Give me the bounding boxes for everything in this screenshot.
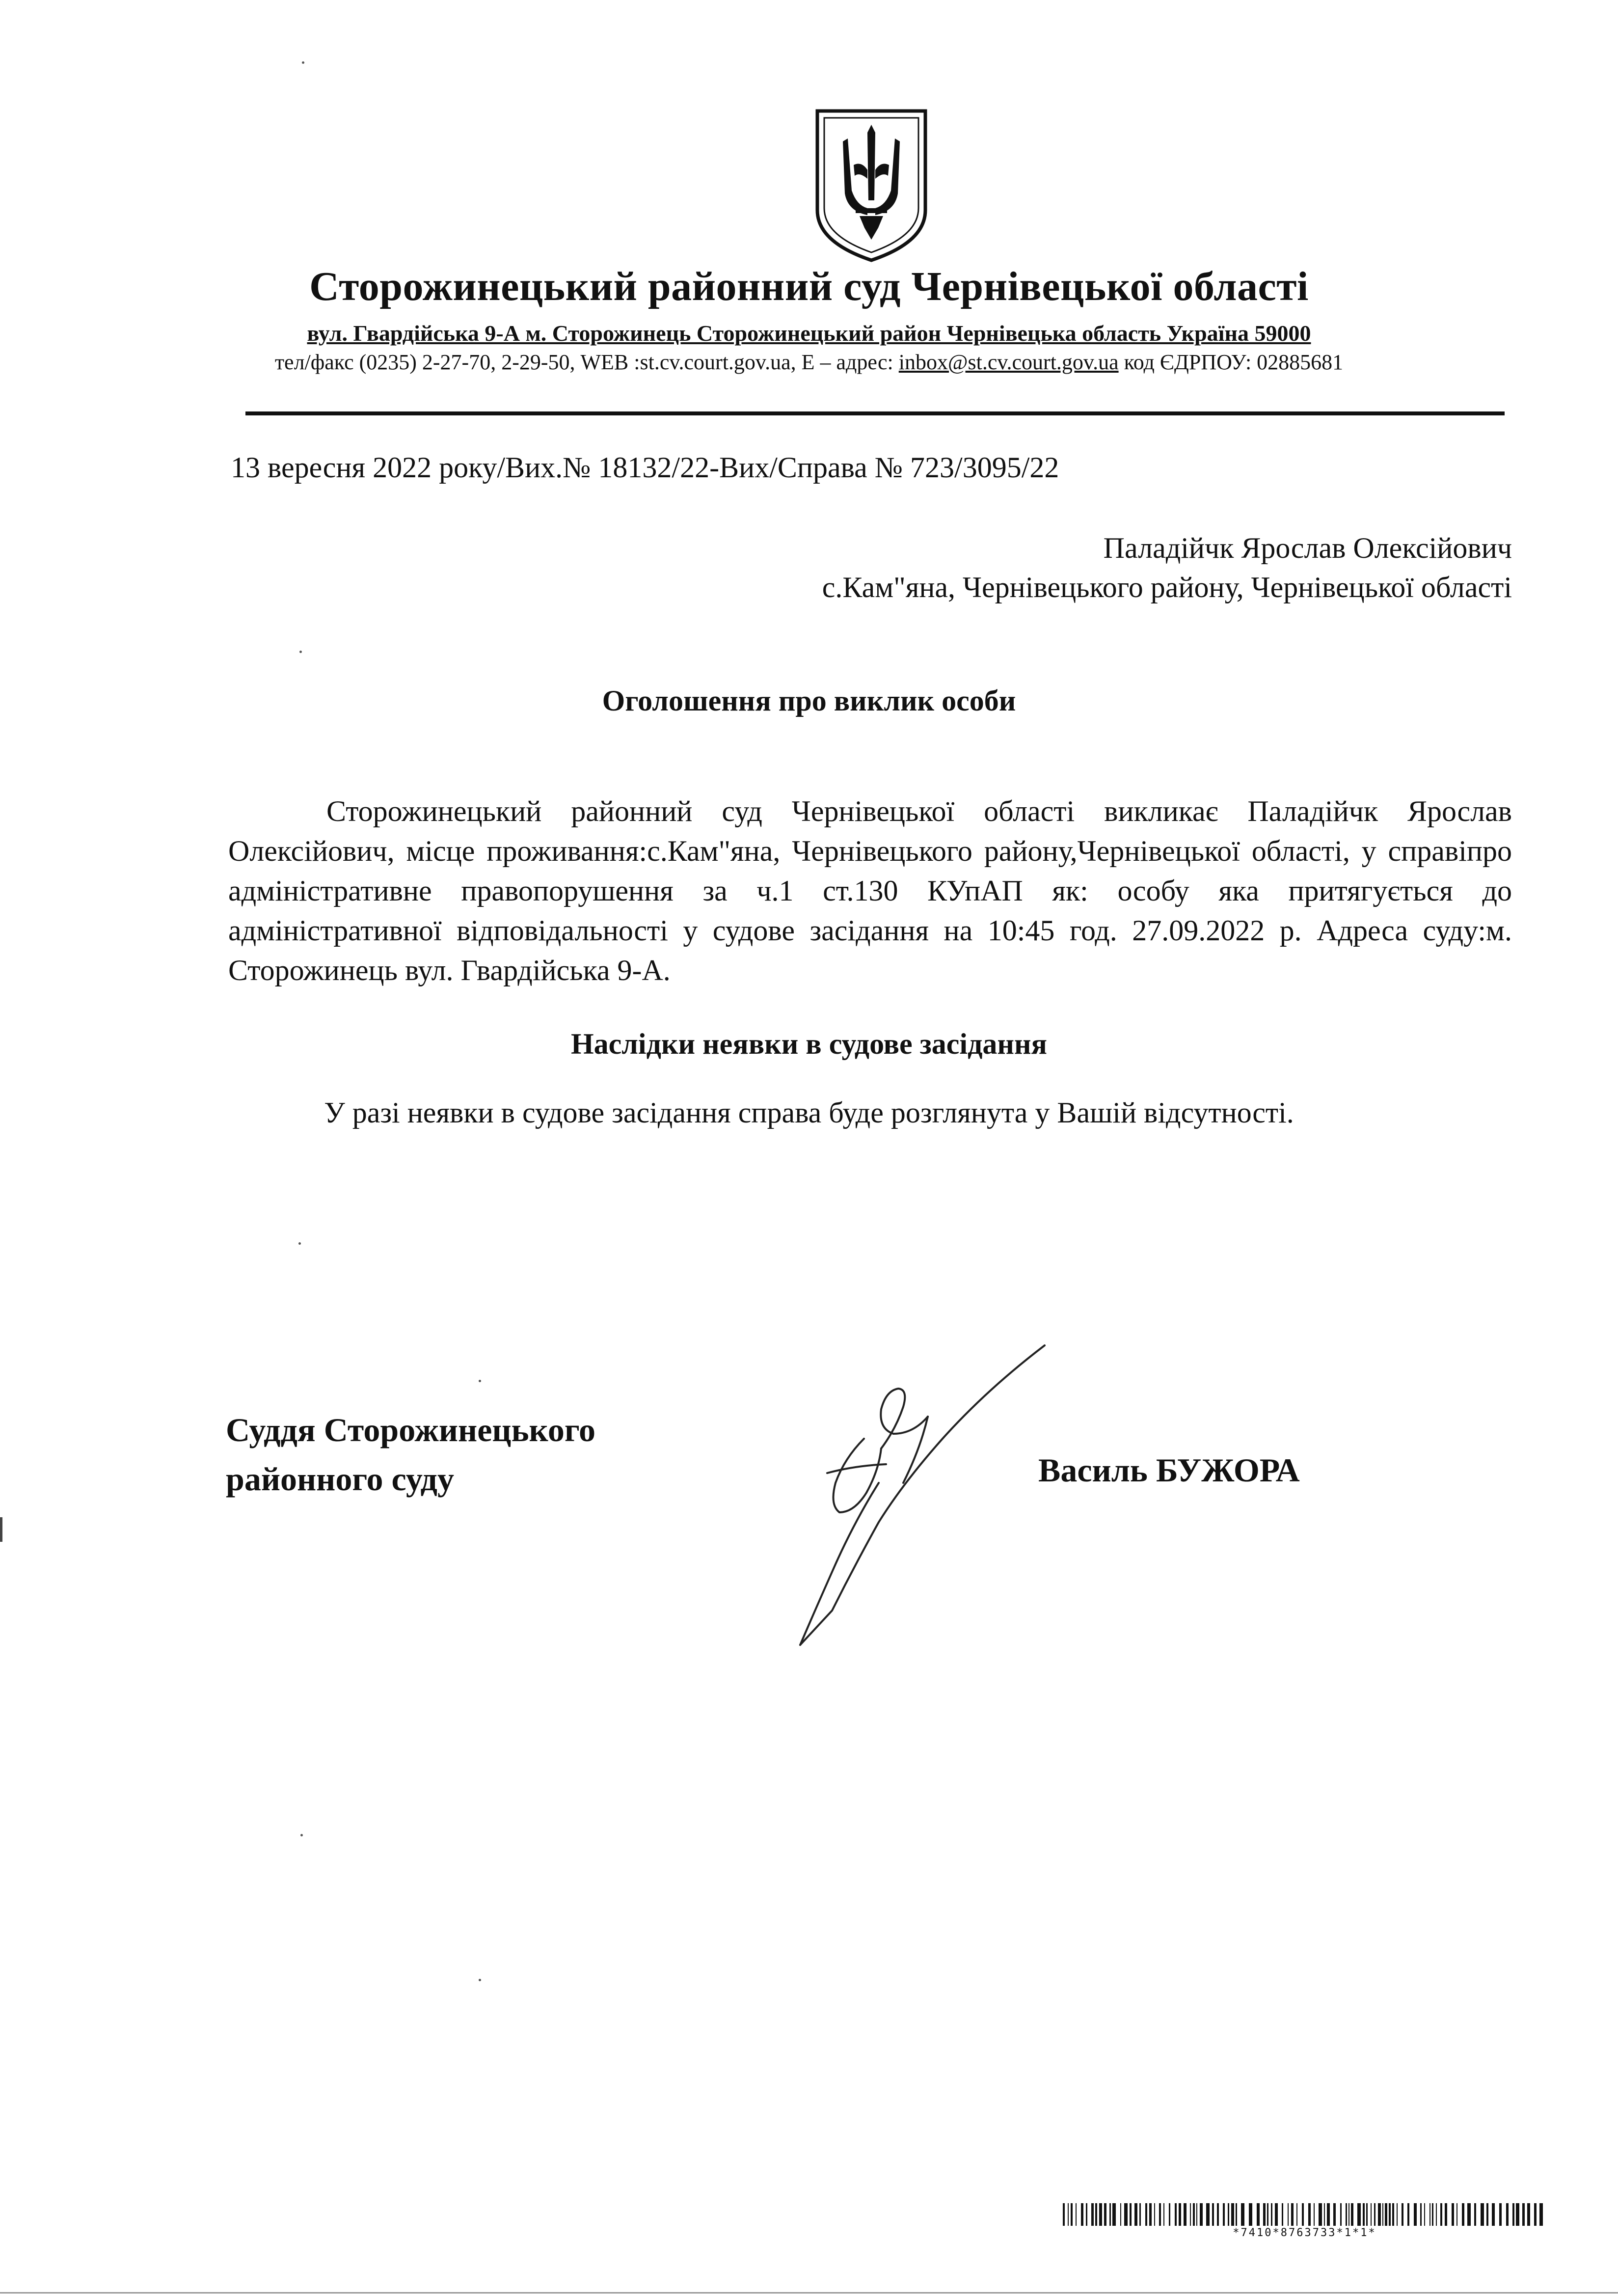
- header-divider: [245, 411, 1505, 415]
- barcode-bar: [1327, 2203, 1330, 2226]
- barcode-bar: [1333, 2203, 1336, 2226]
- contacts-suffix: код ЄДРПОУ: 02885681: [1118, 350, 1344, 374]
- barcode-bar: [1212, 2203, 1214, 2226]
- barcode-bar: [1512, 2203, 1514, 2226]
- judge-position: [226, 1405, 595, 1503]
- barcode-bar: [1481, 2203, 1484, 2226]
- barcode-bar: [1397, 2203, 1398, 2226]
- barcode-bar: [1474, 2203, 1476, 2226]
- barcode-bar: [1366, 2203, 1368, 2226]
- barcode-bar: [1190, 2203, 1191, 2226]
- scan-speck: [302, 61, 304, 64]
- barcode-bar: [1499, 2203, 1502, 2226]
- barcode-bar: [1081, 2203, 1083, 2226]
- scan-speck: [479, 1380, 481, 1382]
- barcode-bar: [1120, 2203, 1121, 2226]
- barcode-bar: [1527, 2203, 1530, 2226]
- barcode-bar: [1193, 2203, 1195, 2226]
- barcode-bar: [1071, 2203, 1073, 2226]
- barcode-bar: [1282, 2203, 1283, 2226]
- barcode-bar: [1109, 2203, 1111, 2226]
- barcode-bar: [1104, 2203, 1106, 2226]
- barcode-bar: [1134, 2203, 1137, 2226]
- barcode-bar: [1271, 2203, 1272, 2226]
- barcode-bar: [1267, 2203, 1268, 2226]
- barcode-bar: [1263, 2203, 1266, 2226]
- scan-speck: [298, 1242, 301, 1245]
- consequences-text: У разі неявки в судове засідання справа буде розглянута у Вашій відсутності.: [324, 1096, 1294, 1129]
- barcode-bar: [1163, 2203, 1164, 2226]
- recipient-address: с.Кам"яна, Чернівецького району, Чернівецької області: [822, 571, 1512, 603]
- court-address: вул. Гвардійська 9-А м. Сторожинець Сторожинецький район Чернівецька область Україна 59000: [307, 321, 1311, 346]
- barcode-bar: [1319, 2203, 1322, 2226]
- barcode-bar: [1228, 2203, 1229, 2226]
- judge-name: Василь БУЖОРА: [1038, 1451, 1300, 1489]
- barcode-bar: [1112, 2203, 1116, 2226]
- scan-speck: [300, 1834, 303, 1836]
- recipient-name: Паладійчк Ярослав Олексійович: [1103, 532, 1512, 564]
- barcode-bar: [1179, 2203, 1181, 2226]
- barcode-bar: [1348, 2203, 1349, 2226]
- barcode-bar: [1389, 2203, 1391, 2226]
- barcode-bar: [1378, 2203, 1381, 2226]
- barcode-bar: [1414, 2203, 1417, 2226]
- announcement-body: [228, 792, 1512, 990]
- barcode-bar: [1440, 2203, 1442, 2226]
- barcode-bar: [1302, 2203, 1304, 2226]
- barcode-text: *7410*8763733*1*1*: [1233, 2227, 1376, 2239]
- barcode-bar: [1275, 2203, 1278, 2226]
- barcode-bar: [1456, 2203, 1457, 2226]
- barcode-bar: [1363, 2203, 1365, 2226]
- barcode-bar: [1308, 2203, 1311, 2226]
- barcode-bar: [1452, 2203, 1454, 2226]
- barcode-bar: [1076, 2203, 1077, 2226]
- barcode-bar: [1385, 2203, 1387, 2226]
- scan-edge-mark: [0, 1517, 2, 1542]
- barcode-bar: [1462, 2203, 1464, 2226]
- barcode-bar: [1200, 2203, 1203, 2226]
- judge-position-line-2: районного суду: [226, 1460, 454, 1498]
- barcode-bar: [1169, 2203, 1170, 2226]
- barcode-bar: [1486, 2203, 1488, 2226]
- barcode-bar: [1506, 2203, 1509, 2226]
- barcode-bar: [1149, 2203, 1152, 2226]
- barcode-bar: [1392, 2203, 1394, 2226]
- court-name: Сторожинецький районний суд Чернівецької області: [309, 264, 1309, 309]
- barcode-bar: [1424, 2203, 1425, 2226]
- barcode-bar: [1099, 2203, 1102, 2226]
- barcode-bar: [1382, 2203, 1383, 2226]
- announcement-title: Оголошення про виклик особи: [602, 684, 1016, 717]
- barcode-bar: [1124, 2203, 1128, 2226]
- barcode-bar: [1296, 2203, 1297, 2226]
- judge-position-line-1: Суддя Сторожинецького: [226, 1411, 596, 1449]
- barcode-bar: [1436, 2203, 1437, 2226]
- barcode-bar: [1429, 2203, 1430, 2226]
- barcode-bar: [1139, 2203, 1141, 2226]
- barcode-bar: [1492, 2203, 1495, 2226]
- barcode-bar: [1231, 2203, 1234, 2226]
- coat-of-arms-icon: [812, 107, 930, 264]
- handwritten-signature-icon: [781, 1336, 1055, 1650]
- court-email-link[interactable]: inbox@st.cv.court.gov.ua: [898, 350, 1119, 374]
- barcode-bar: [1086, 2203, 1087, 2226]
- scan-speck: [299, 651, 302, 653]
- barcode-bar: [1516, 2203, 1519, 2226]
- barcode-bar: [1357, 2203, 1361, 2226]
- barcode-bar: [1095, 2203, 1097, 2226]
- barcode-icon: [1063, 2203, 1546, 2226]
- barcode-bar: [1374, 2203, 1375, 2226]
- barcode-bar: [1291, 2203, 1294, 2226]
- barcode-bar: [1063, 2203, 1065, 2226]
- barcode-bar: [1068, 2203, 1069, 2226]
- court-contacts: [0, 350, 1618, 375]
- barcode-bar: [1130, 2203, 1132, 2226]
- barcode-bar: [1432, 2203, 1433, 2226]
- barcode-bar: [1091, 2203, 1094, 2226]
- announcement-body-text: Сторожинецький районний суд Чернівецької області викликає Паладійчк Ярослав Олексійович, місце проживання:с.Кам"яна, Чернівецького району,Чернівецької області, у справіпро адміністративне правопорушення за ч.1 ст.130 КУпАП як: особу яка притягується до адміністративної відповідальності у судове засідання на 10:45 год. 27.09.2022 р. Адреса суду:м. Сторожинець вул. Гвардійська 9-А.: [228, 795, 1512, 986]
- barcode-bar: [1534, 2203, 1537, 2226]
- barcode-bar: [1154, 2203, 1155, 2226]
- barcode-bar: [1241, 2203, 1244, 2226]
- barcode-bar: [1184, 2203, 1187, 2226]
- scan-speck: [479, 1979, 481, 1981]
- barcode-bar: [1539, 2203, 1543, 2226]
- consequences-title: Наслідки неявки в судове засідання: [570, 1028, 1048, 1060]
- barcode-bar: [1346, 2203, 1347, 2226]
- barcode-bar: [1522, 2203, 1525, 2226]
- barcode-bar: [1288, 2203, 1289, 2226]
- barcode-bar: [1223, 2203, 1225, 2226]
- barcode-bar: [1420, 2203, 1422, 2226]
- barcode-bar: [1445, 2203, 1447, 2226]
- outgoing-reference: 13 вересня 2022 року/Вих.№ 18132/22-Вих/Справа № 723/3095/22: [231, 451, 1059, 484]
- barcode-bar: [1257, 2203, 1260, 2226]
- barcode-bar: [1407, 2203, 1409, 2226]
- barcode-bar: [1402, 2203, 1403, 2226]
- barcode-bar: [1351, 2203, 1353, 2226]
- barcode-bar: [1340, 2203, 1342, 2226]
- barcode-bar: [1371, 2203, 1372, 2226]
- barcode-bar: [1206, 2203, 1210, 2226]
- contacts-prefix: тел/факс (0235) 2-27-70, 2-29-50, WEB :st.cv.court.gov.ua, Е – адрес:: [274, 350, 899, 374]
- barcode-bar: [1196, 2203, 1197, 2226]
- barcode-bar: [1236, 2203, 1237, 2226]
- barcode-bar: [1249, 2203, 1252, 2226]
- barcode-bar: [1467, 2203, 1471, 2226]
- scan-bottom-edge: [0, 2292, 1618, 2294]
- barcode-bar: [1314, 2203, 1315, 2226]
- barcode-bar: [1159, 2203, 1161, 2226]
- barcode-bar: [1324, 2203, 1325, 2226]
- barcode-bar: [1217, 2203, 1219, 2226]
- barcode-bar: [1145, 2203, 1147, 2226]
- barcode-bar: [1175, 2203, 1177, 2226]
